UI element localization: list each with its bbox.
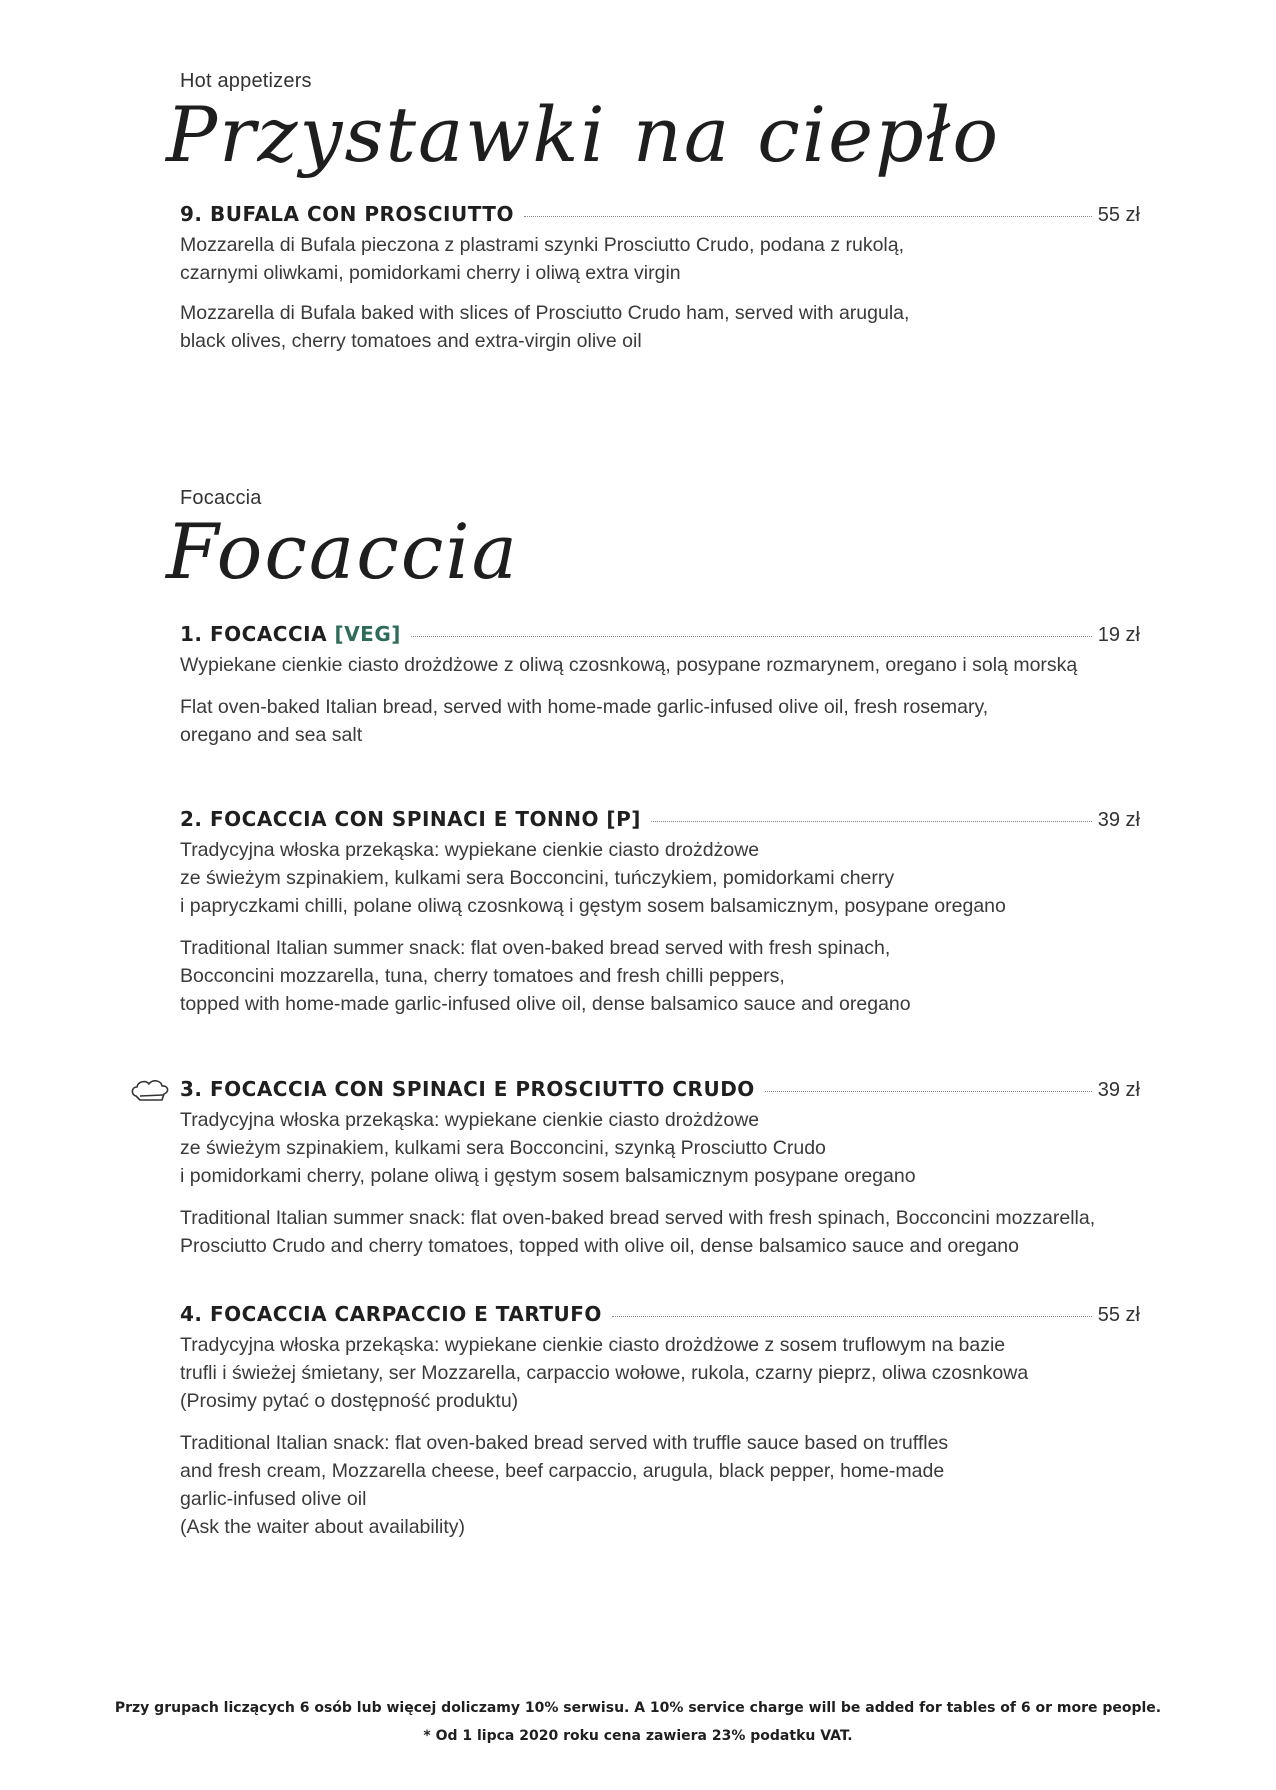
menu-item-bufala bbox=[180, 202, 1140, 355]
item-header bbox=[180, 622, 1140, 647]
description-en bbox=[180, 1429, 1140, 1541]
item-header bbox=[180, 1077, 1140, 1102]
desc-line: Flat oven-baked Italian bread, served with home-made garlic-infused olive oil, fresh rosemary, bbox=[180, 696, 989, 718]
desc-line: ze świeżym szpinakiem, kulkami sera Bocconcini, tuńczykiem, pomidorkami cherry bbox=[180, 867, 895, 889]
desc-line: Traditional Italian summer snack: flat oven-baked bread served with fresh spinach, Bocconcini mozzarella, bbox=[180, 1207, 1096, 1229]
desc-line: garlic-infused olive oil bbox=[180, 1488, 367, 1510]
desc-line: (Ask the waiter about availability) bbox=[180, 1516, 466, 1538]
desc-line: Wypiekane cienkie ciasto drożdżowe z oliwą czosnkową, posypane rozmarynem, oregano i solą morską bbox=[180, 654, 1078, 676]
menu-item-focaccia-prosciutto bbox=[180, 1077, 1140, 1260]
desc-line: i papryczkami chilli, polane oliwą czosnkową i gęstym sosem balsamicznym, posypane oregano bbox=[180, 895, 1006, 917]
section-script-title: Focaccia bbox=[166, 507, 519, 596]
desc-line: trufli i świeżej śmietany, ser Mozzarella, carpaccio wołowe, rukola, czarny pieprz, oliwa czosnkowa bbox=[180, 1362, 1029, 1384]
description-pl bbox=[180, 836, 1140, 920]
desc-line: oregano and sea salt bbox=[180, 724, 363, 746]
desc-line: Traditional Italian summer snack: flat oven-baked bread served with fresh spinach, bbox=[180, 937, 891, 959]
menu-item-focaccia bbox=[180, 622, 1140, 749]
desc-line: czarnymi oliwkami, pomidorkami cherry i oliwą extra virgin bbox=[180, 262, 681, 284]
item-title: 3. FOCACCIA CON SPINACI E PROSCIUTTO CRUDO bbox=[180, 1077, 755, 1101]
desc-line: Mozzarella di Bufala pieczona z plastrami szynki Prosciutto Crudo, podana z rukolą, bbox=[180, 234, 905, 256]
item-price: 39 zł bbox=[1097, 1079, 1140, 1101]
dot-leader bbox=[411, 636, 1092, 637]
description-en bbox=[180, 934, 1140, 1018]
desc-line: Tradycyjna włoska przekąska: wypiekane cienkie ciasto drożdżowe bbox=[180, 839, 760, 861]
desc-line: and fresh cream, Mozzarella cheese, beef carpaccio, arugula, black pepper, home-made bbox=[180, 1460, 945, 1482]
item-title: 2. FOCACCIA CON SPINACI E TONNO [P] bbox=[180, 807, 641, 831]
desc-line: Prosciutto Crudo and cherry tomatoes, topped with olive oil, dense balsamico sauce and oregano bbox=[180, 1235, 1019, 1257]
item-price: 55 zł bbox=[1097, 204, 1140, 226]
desc-line: ze świeżym szpinakiem, kulkami sera Bocconcini, szynką Prosciutto Crudo bbox=[180, 1137, 826, 1159]
item-price: 39 zł bbox=[1097, 809, 1140, 831]
desc-line: black olives, cherry tomatoes and extra-virgin olive oil bbox=[180, 330, 642, 352]
dot-leader bbox=[524, 216, 1092, 217]
description-pl bbox=[180, 231, 1140, 287]
description-en bbox=[180, 299, 1140, 355]
footer-vat-note: * Od 1 lipca 2020 roku cena zawiera 23% podatku VAT. bbox=[423, 1728, 853, 1744]
dot-leader bbox=[612, 1316, 1092, 1317]
description-en bbox=[180, 1204, 1140, 1260]
dot-leader bbox=[651, 821, 1092, 822]
item-title: 9. BUFALA CON PROSCIUTTO bbox=[180, 202, 514, 226]
item-title: 4. FOCACCIA CARPACCIO E TARTUFO bbox=[180, 1302, 602, 1326]
description-en bbox=[180, 693, 1140, 749]
menu-item-focaccia-tonno bbox=[180, 807, 1140, 1018]
item-price: 19 zł bbox=[1097, 624, 1140, 646]
item-title-text: 1. FOCACCIA bbox=[180, 622, 328, 646]
desc-line: Tradycyjna włoska przekąska: wypiekane cienkie ciasto drożdżowe bbox=[180, 1109, 760, 1131]
item-title bbox=[180, 622, 401, 646]
desc-line: Mozzarella di Bufala baked with slices of Prosciutto Crudo ham, served with arugula, bbox=[180, 302, 910, 324]
desc-line: Tradycyjna włoska przekąska: wypiekane cienkie ciasto drożdżowe z sosem truflowym na bazie bbox=[180, 1334, 1006, 1356]
item-price: 55 zł bbox=[1097, 1304, 1140, 1326]
desc-line: Bocconcini mozzarella, tuna, cherry tomatoes and fresh chilli peppers, bbox=[180, 965, 785, 987]
section-hot-appetizers bbox=[166, 70, 1140, 179]
desc-line: topped with home-made garlic-infused olive oil, dense balsamico sauce and oregano bbox=[180, 993, 911, 1015]
description-pl bbox=[180, 651, 1140, 679]
chef-hat-icon bbox=[130, 1078, 170, 1104]
item-header bbox=[180, 202, 1140, 227]
desc-line: (Prosimy pytać o dostępność produktu) bbox=[180, 1390, 519, 1412]
section-script-title: Przystawki na ciepło bbox=[166, 90, 1001, 179]
item-header bbox=[180, 1302, 1140, 1327]
description-pl bbox=[180, 1331, 1140, 1415]
menu-item-focaccia-tartufo bbox=[180, 1302, 1140, 1541]
section-focaccia bbox=[166, 487, 1140, 596]
desc-line: Traditional Italian snack: flat oven-baked bread served with truffle sauce based on truffles bbox=[180, 1432, 949, 1454]
section-subtitle: Hot appetizers bbox=[180, 70, 312, 92]
section-subtitle: Focaccia bbox=[180, 487, 262, 509]
footer-service-charge: Przy grupach liczących 6 osób lub więcej doliczamy 10% serwisu. A 10% service charge will be added for tables of 6 or more people. bbox=[114, 1700, 1162, 1716]
veg-badge: [VEG] bbox=[334, 622, 401, 646]
dot-leader bbox=[765, 1091, 1092, 1092]
item-header bbox=[180, 807, 1140, 832]
description-pl bbox=[180, 1106, 1140, 1190]
desc-line: i pomidorkami cherry, polane oliwą i gęstym sosem balsamicznym posypane oregano bbox=[180, 1165, 916, 1187]
